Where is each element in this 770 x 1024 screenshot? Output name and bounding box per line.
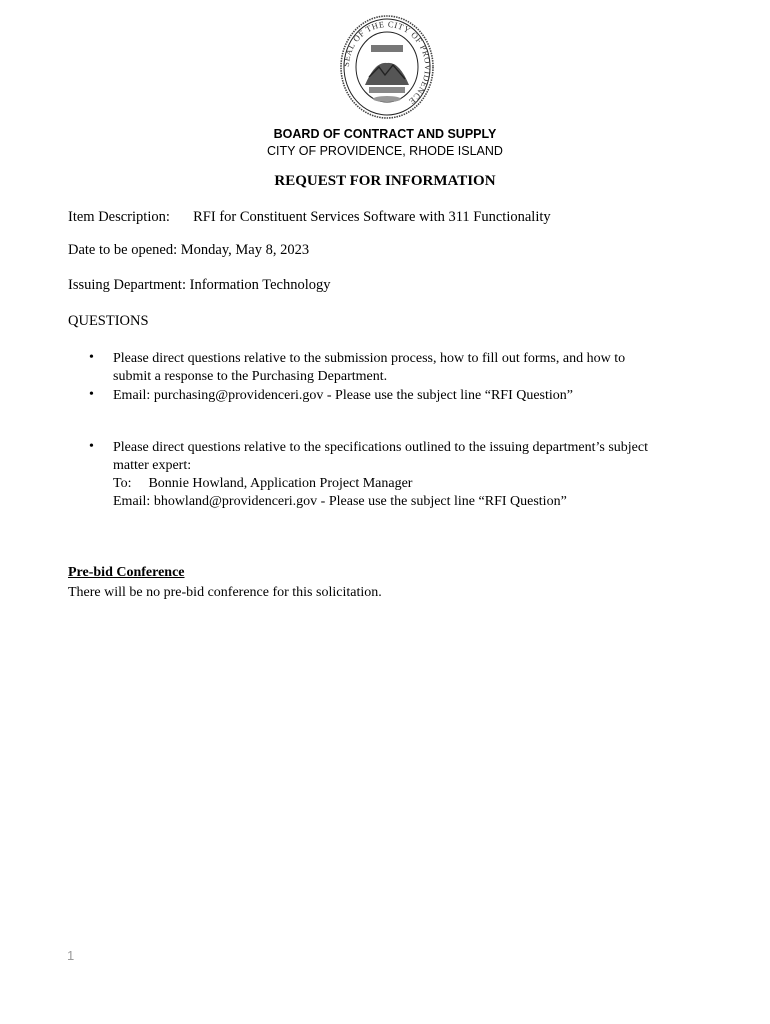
item-description-value: RFI for Constituent Services Software with 311 Functionality: [193, 209, 551, 225]
city-heading: CITY OF PROVIDENCE, RHODE ISLAND: [267, 144, 503, 158]
bullet-icon: •: [89, 387, 94, 402]
bullet-icon: •: [89, 439, 94, 454]
document-title: REQUEST FOR INFORMATION: [274, 173, 496, 189]
page-number: 1: [67, 948, 75, 963]
issuing-department-line: Issuing Department: Information Technology: [68, 277, 331, 293]
specification-question-text: [113, 439, 648, 511]
prebid-heading: Pre-bid Conference: [68, 565, 185, 580]
bullet-icon: •: [89, 350, 94, 365]
open-date-line: Date to be opened: Monday, May 8, 2023: [68, 242, 310, 258]
submission-question-text: [113, 350, 625, 386]
questions-heading: QUESTIONS: [68, 313, 149, 329]
prebid-text: There will be no pre-bid conference for this solicitation.: [68, 585, 382, 600]
item-description-line: [68, 209, 551, 226]
contact-to-label: To:: [113, 476, 132, 491]
submission-question-line2: submit a response to the Purchasing Department.: [113, 369, 388, 384]
city-seal-logo: [339, 13, 435, 121]
contact-email-line[interactable]: Email: bhowland@providenceri.gov - Please use the subject line “RFI Question”: [113, 494, 567, 509]
board-heading: BOARD OF CONTRACT AND SUPPLY: [273, 127, 497, 141]
item-description-label: Item Description:: [68, 209, 170, 225]
contact-to-value: Bonnie Howland, Application Project Manager: [148, 476, 413, 491]
svg-text:SEAL OF THE CITY OF PROVIDENCE: SEAL OF THE CITY OF PROVIDENCE: [340, 18, 434, 107]
submission-question-line1: Please direct questions relative to the submission process, how to fill out forms, and how to: [113, 351, 626, 366]
specification-question-line2: matter expert:: [113, 458, 192, 473]
purchasing-email-line[interactable]: Email: purchasing@providenceri.gov - Please use the subject line “RFI Question”: [113, 388, 573, 403]
specification-question-line1: Please direct questions relative to the specifications outlined to the issuing department’s subject: [113, 440, 648, 455]
contact-to-line: [113, 475, 648, 493]
